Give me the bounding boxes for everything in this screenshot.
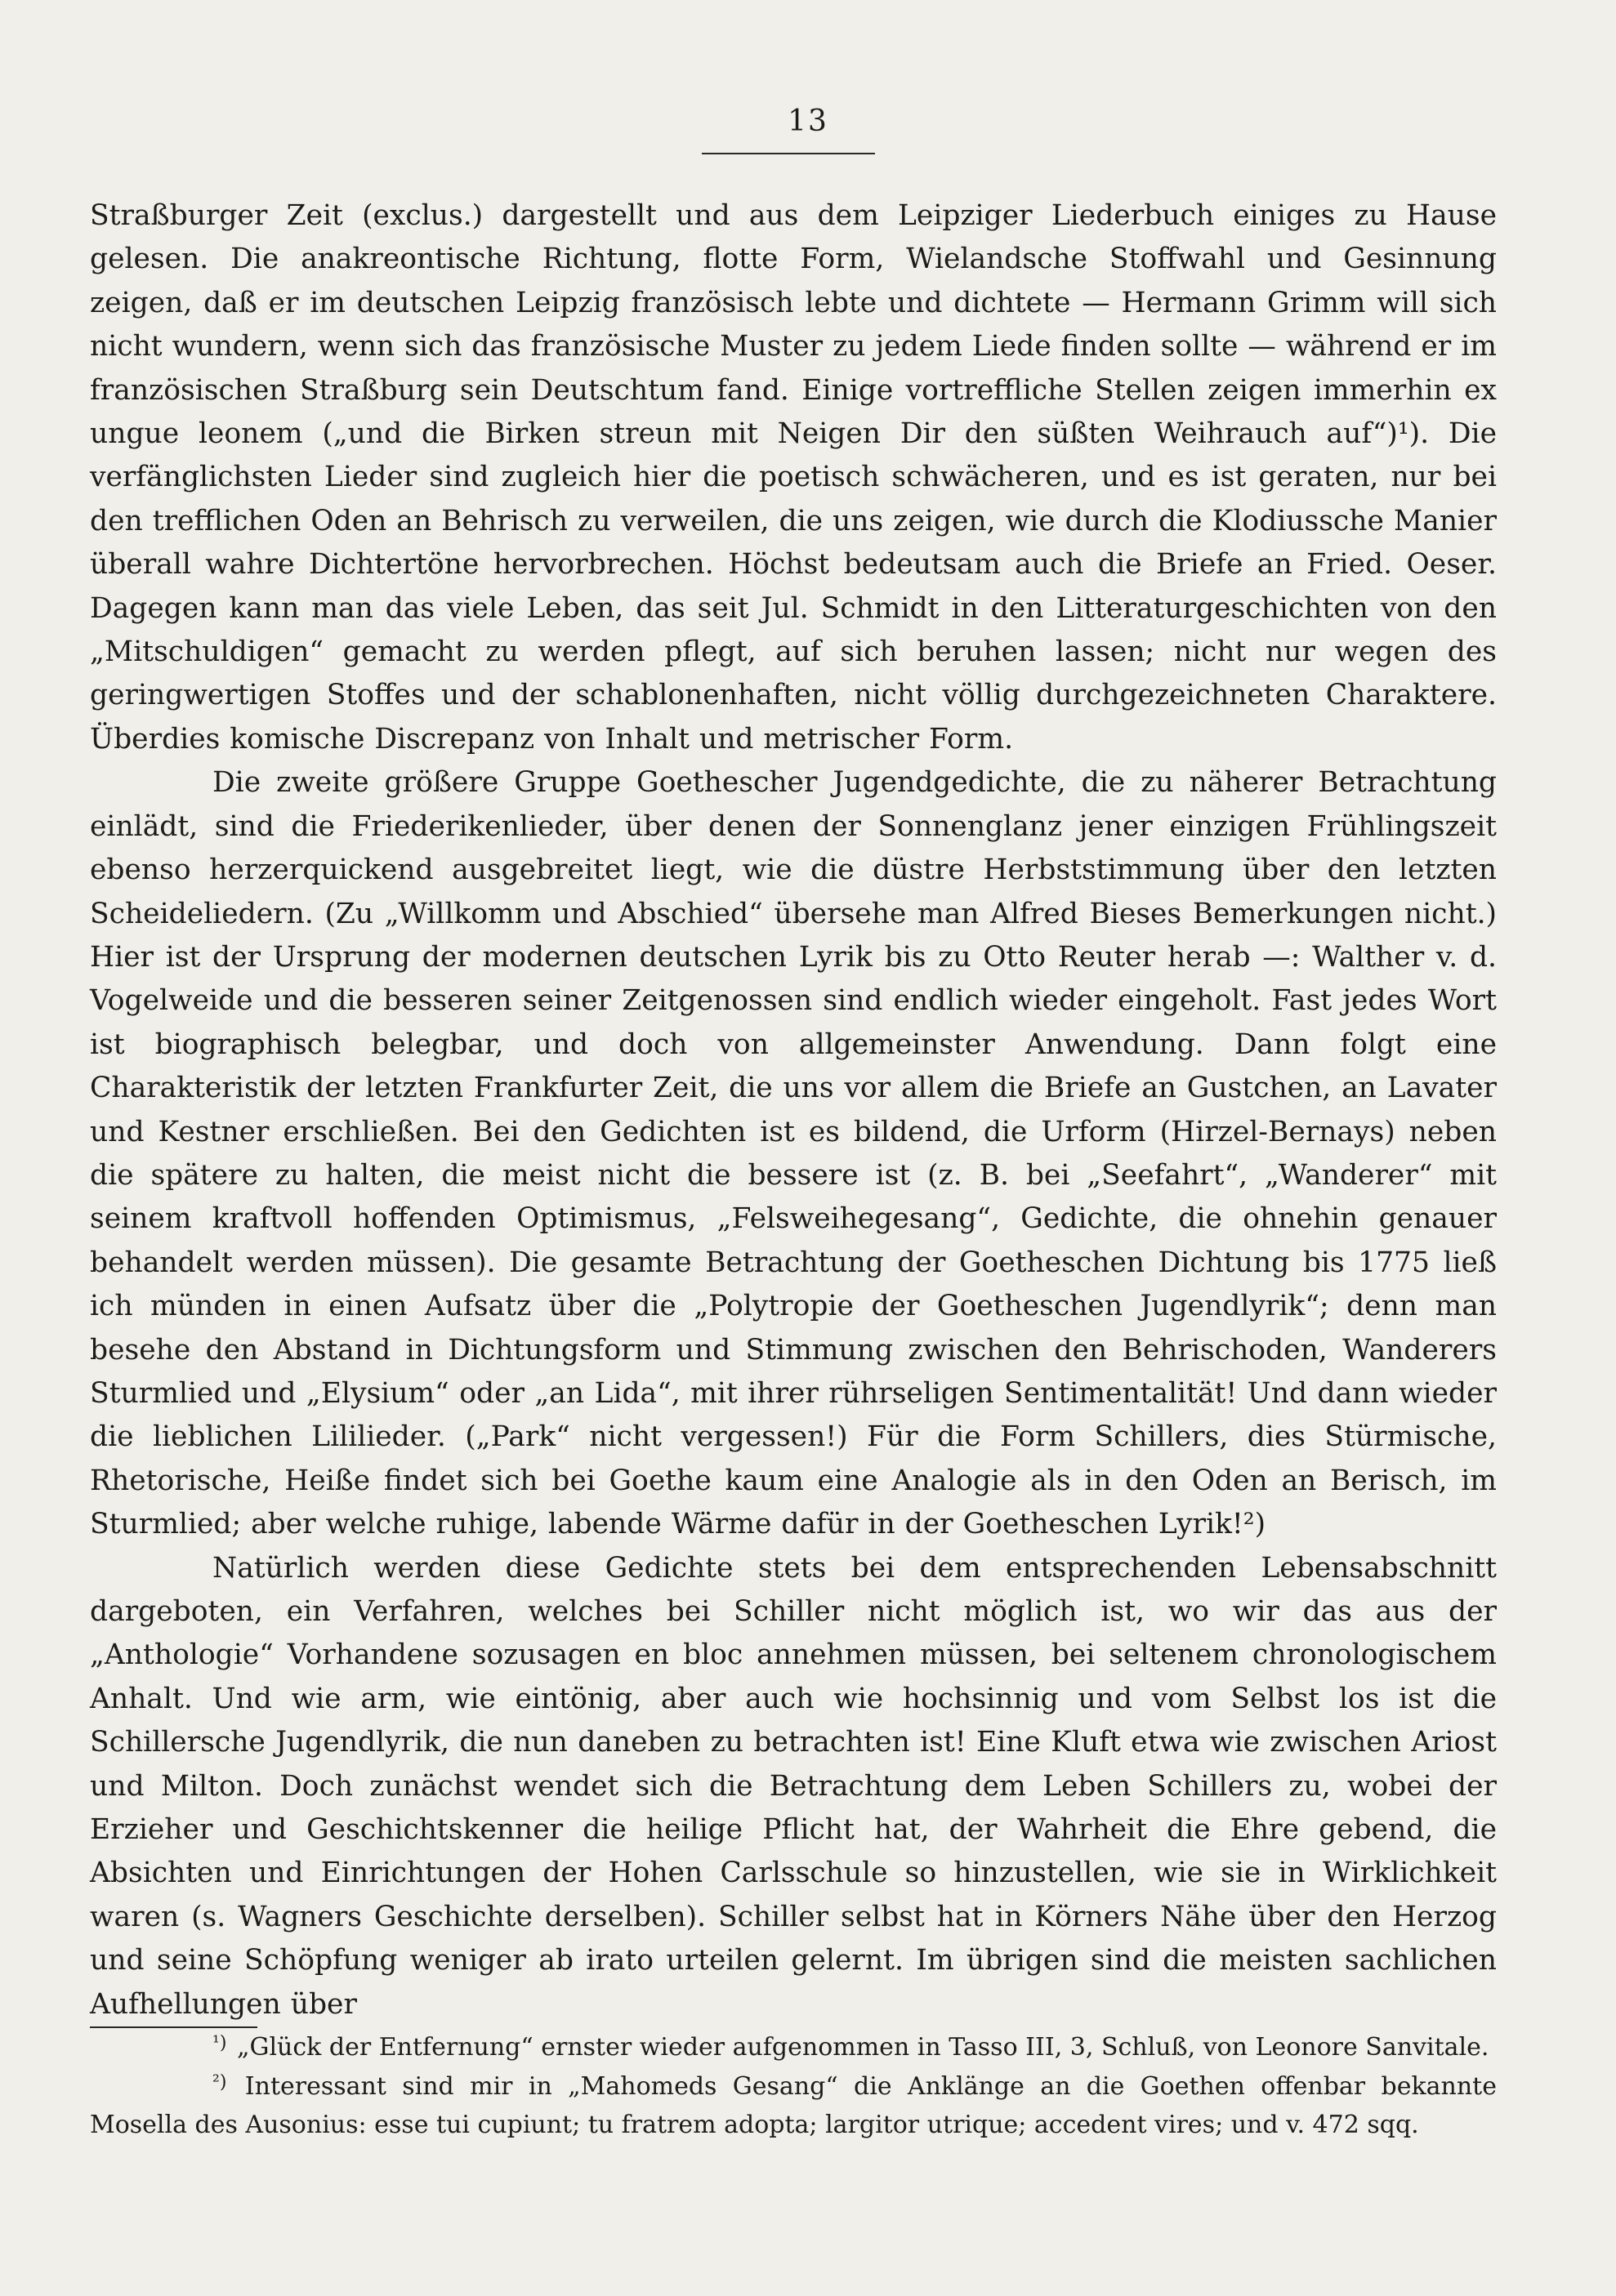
footnotes [90,2030,1497,2144]
body-text [90,194,1497,2026]
footnote-1-marker: ¹) [212,2033,227,2053]
paragraph-3: Natürlich werden diese Gedichte stets bei dem entsprechenden Lebensabschnitt dargeboten, ein Verfahren, welches bei Schiller nicht möglich ist, wo wir das aus der „Anthologie“ Vorhandene sozusagen en bloc annehmen müssen, bei seltenem chronologischem Anhalt. Und wie arm, wie eintönig, aber auch wie hochsinnig und vom Selbst los ist die Schillersche Jugendlyrik, die nun daneben zu betrachten ist! Eine Kluft etwa wie zwischen Ariost und Milton. Doch zunächst wendet sich die Betrachtung dem Leben Schillers zu, wobei der Erzieher und Geschichtskenner die heilige Pflicht hat, der Wahrheit die Ehre gebend, die Absichten und Einrichtungen der Hohen Carlsschule so hinzustellen, wie sie in Wirklichkeit waren (s. Wagners Geschichte derselben). Schiller selbst hat in Körners Nähe über den Herzog und seine Schöpfung weniger ab irato urteilen gelernt. Im übrigen sind die meisten sachlichen Aufhellungen über [90,1551,1497,2021]
paragraph-1: Straßburger Zeit (exclus.) dargestellt und aus dem Leipziger Liederbuch einiges zu Hause gelesen. Die anakreontische Richtung, flotte Form, Wielandsche Stoffwahl und Gesinnung zeigen, daß er im deutschen Leipzig französisch lebte und dichtete — Hermann Grimm will sich nicht wundern, wenn sich das französische Muster zu jedem Liede finden sollte — während er im französischen Straßburg sein Deutschtum fand. Einige vortreffliche Stellen zeigen immerhin ex ungue leonem („und die Birken streun mit Neigen Dir den süßten Weihrauch auf“)¹). Die verfänglichsten Lieder sind zugleich hier die poetisch schwächeren, und es ist geraten, nur bei den trefflichen Oden an Behrisch zu verweilen, die uns zeigen, wie durch die Klodiussche Manier überall wahre Dichtertöne hervorbrechen. Höchst bedeutsam auch die Briefe an Fried. Oeser. Dagegen kann man das viele Leben, das seit Jul. Schmidt in den Litteraturgeschichten von den „Mitschuldigen“ gemacht zu werden pflegt, auf sich beruhen lassen; nicht nur wegen des geringwertigen Stoffes und der schablonenhaften, nicht völlig durchgezeichneten Charaktere. Überdies komische Discrepanz von Inhalt und metrischer Form. [90,199,1497,756]
footnote-2-text: Interessant sind mir in „Mahomeds Gesang“ die Anklänge an die Goethen offenbar bekannte Mosella des Ausonius: esse tui cupiunt; tu fratrem adopta; largitor utrique; accedent vires; und v. 472 sqq. [90,2071,1497,2139]
header-rule [702,153,875,154]
footnote-1-text: „Glück der Entfernung“ ernster wieder aufgenommen in Tasso III, 3, Schluß, von Leonore Sanvitale. [236,2033,1489,2062]
footnote-rule [90,2026,257,2028]
footnote-2 [90,2069,1497,2144]
page-number: 13 [788,105,828,138]
footnote-2-marker: ²) [212,2071,227,2093]
footnote-1 [90,2030,1497,2069]
paragraph-2: Die zweite größere Gruppe Goethescher Jugendgedichte, die zu näherer Betrachtung einlädt, sind die Friederikenlieder, über denen der Sonnenglanz jener einzigen Frühlingszeit ebenso herzerquickend ausgebreitet liegt, wie die düstre Herbststimmung über den letzten Scheideliedern. (Zu „Willkomm und Abschied“ übersehe man Alfred Bieses Bemerkungen nicht.) Hier ist der Ursprung der modernen deutschen Lyrik bis zu Otto Reuter herab —: Walther v. d. Vogelweide und die besseren seiner Zeitgenossen sind endlich wieder eingeholt. Fast jedes Wort ist biographisch belegbar, und doch von allgemeinster Anwendung. Dann folgt eine Charakteristik der letzten Frankfurter Zeit, die uns vor allem die Briefe an Gustchen, an Lavater und Kestner erschließen. Bei den Gedichten ist es bildend, die Urform (Hirzel-Bernays) neben die spätere zu halten, die meist nicht die bessere ist (z. B. bei „Seefahrt“, „Wanderer“ mit seinem kraftvoll hoffenden Optimismus, „Felsweihegesang“, Gedichte, die ohnehin genauer behandelt werden müssen). Die gesamte Betrachtung der Goetheschen Dichtung bis 1775 ließ ich münden in einen Aufsatz über die „Polytropie der Goetheschen Jugendlyrik“; denn man besehe den Abstand in Dichtungsform und Stimmung zwischen den Behrischoden, Wanderers Sturmlied und „Elysium“ oder „an Lida“, mit ihrer rührseligen Sentimentalität! Und dann wieder die lieblichen Lililieder. („Park“ nicht vergessen!) Für die Form Schillers, dies Stürmische, Rhetorische, Heiße findet sich bei Goethe kaum eine Analogie als in den Oden an Berisch, im Sturmlied; aber welche ruhige, labende Wärme dafür in der Goetheschen Lyrik!²) [90,766,1497,1541]
